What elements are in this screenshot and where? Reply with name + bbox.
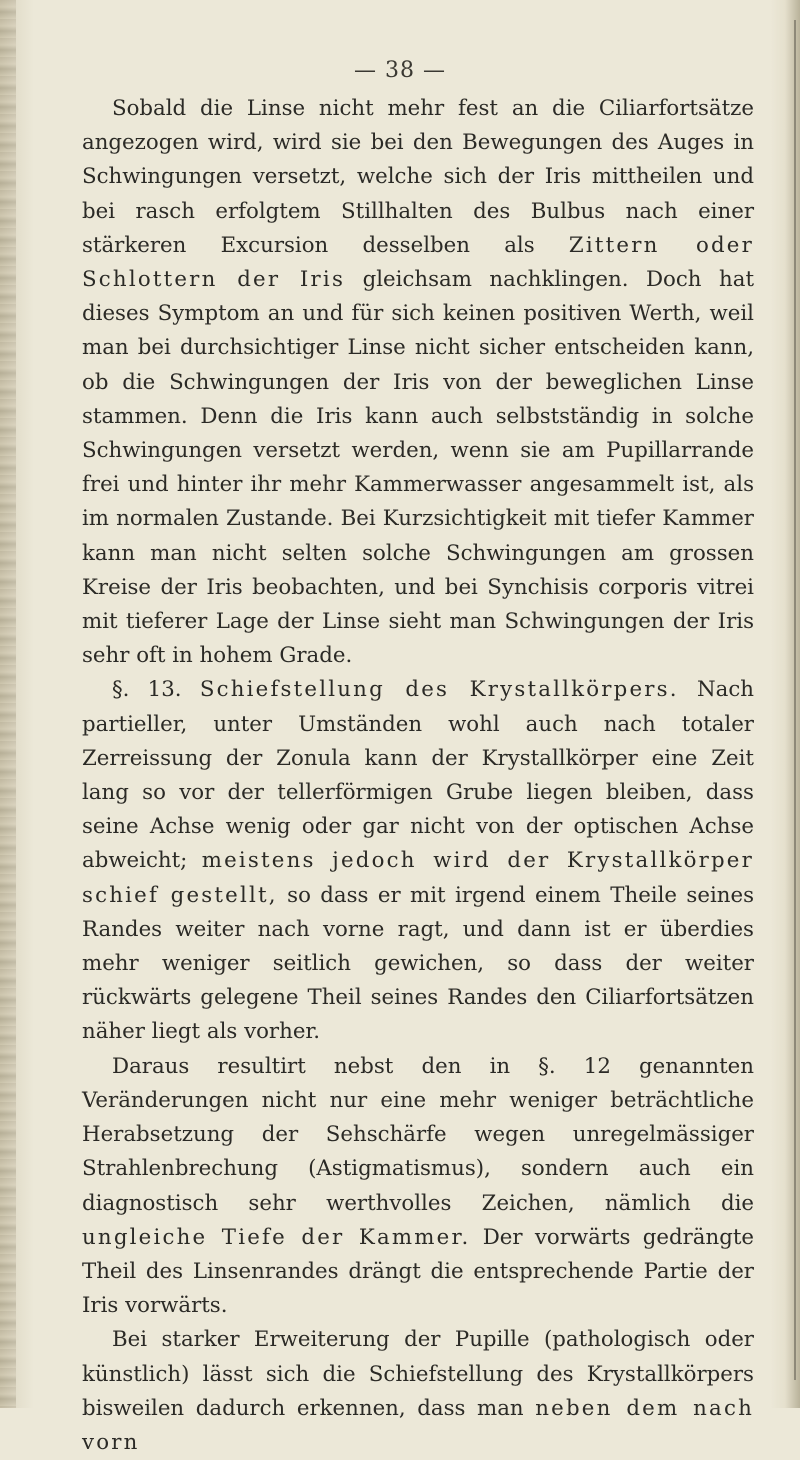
paragraph-1-emphasis: Zittern oder Schlottern der Iris — [82, 232, 754, 293]
paragraph-4-emphasis: neben dem nach vorn — [82, 1395, 755, 1455]
paragraph-2-part-c: Nach partieller, unter Umständen wohl auch nach totaler Zerreissung der Zonula kann der Krystallkörper eine Zeit lang so vor der tellerförmigen Grube liegen bleiben, dass seine Achse wenig oder gar nicht von der optischen Achse abweicht; — [82, 677, 755, 874]
paragraph-4 — [82, 1323, 754, 1460]
paragraph-1 — [82, 92, 754, 673]
paragraph-2-part-e: so dass er mit irgend einem Theile seines Randes weiter nach vorne ragt, und dann ist er überdies mehr weniger seitlich gewichen, so dass der weiter rückwärts gelegene Theil seines Randes den Ciliarfortsätzen näher liegt als vorher. — [82, 882, 755, 1045]
paragraph-4-part-a: Bei starker Erweiterung der Pupille (pathologisch oder künstlich) lässt sich die Schiefstellung des Krystallkörpers bisweilen dadurch erkennen, dass man — [82, 1327, 754, 1421]
page-number-header: — 38 — — [354, 58, 446, 83]
paragraph-3-emphasis: ungleiche Tiefe der Kammer. — [82, 1224, 471, 1250]
section-heading: Schiefstellung des Krystallkörpers. — [199, 677, 679, 703]
paragraph-2 — [82, 673, 754, 1049]
paragraph-1-part-c: gleichsam nachklingen. Doch hat dieses Symptom an und für sich keinen positiven Werth, weil man bei durchsichtiger Linse nicht sicher entscheiden kann, ob die Schwingungen der Iris von der beweglichen Linse stammen. Denn die Iris kann auch selbstständig in solche Schwingungen versetzt werden, wenn sie am Pupillarrande frei und hinter ihr mehr Kammerwasser angesammelt ist, als im normalen Zustande. Bei Kurzsichtigkeit mit tiefer Kammer kann man nicht selten solche Schwingungen am grossen Kreise der Iris beobachten, und bei Synchisis corporis vitrei mit tieferer Lage der Linse sieht man Schwingungen der Iris sehr oft in hohem Grade. — [82, 267, 755, 669]
paragraph-3-part-a: Daraus resultirt nebst den in §. 12 genannten Veränderungen nicht nur eine mehr weniger beträchtliche Herabsetzung der Sehschärfe wegen unregelmässiger Strahlenbrechung (Astigmatismus), sondern auch ein diagnostisch sehr werthvolles Zeichen, nämlich die — [82, 1053, 754, 1216]
section-number: §. 13. — [112, 677, 200, 703]
page-binding-edge — [0, 0, 16, 1408]
body-text — [82, 92, 754, 1460]
paragraph-3-part-c: Der vorwärts gedrängte Theil des Linsenrandes drängt die entsprechende Partie der Iris vorwärts. — [82, 1224, 754, 1319]
paragraph-1-part-a: Sobald die Linse nicht mehr fest an die Ciliarfortsätze angezogen wird, wird sie bei den Bewegungen des Auges in Schwingungen versetzt, welche sich der Iris mittheilen und bei rasch erfolgtem Stillhalten des Bulbus nach einer stärkeren Excursion desselben als — [82, 96, 754, 258]
paragraph-3 — [82, 1050, 754, 1324]
page-right-edge — [794, 20, 796, 1380]
paragraph-2-emphasis: meistens jedoch wird der Krystallkörper schief gestellt, — [82, 848, 754, 908]
